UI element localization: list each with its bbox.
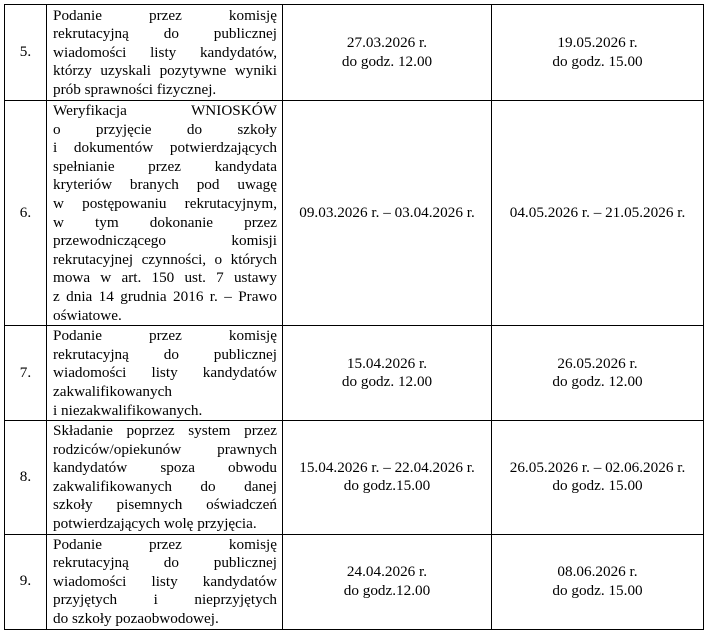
- table-row: [5, 421, 704, 535]
- description-line: przewodniczącego komisji: [53, 232, 277, 250]
- first-term-date: [283, 5, 492, 101]
- date-line: do godz. 12.00: [552, 373, 643, 391]
- row-number: 7.: [5, 326, 47, 421]
- table-row: [5, 326, 704, 421]
- date-line: 24.04.2026 r.: [346, 563, 428, 581]
- supplementary-term-date: [492, 421, 704, 535]
- table-row: [5, 534, 704, 629]
- description-line: rekrutacyjną do publicznej: [53, 25, 277, 43]
- stage-description: [47, 326, 283, 421]
- description-line: przyjętych i nieprzyjętych: [53, 591, 277, 609]
- description-line: wiadomości listy kandydatów: [53, 572, 277, 590]
- date-line: do godz. 12.00: [341, 373, 433, 391]
- date-line: 27.03.2026 r.: [346, 33, 428, 51]
- description-line: o przyjęcie do szkoły: [53, 120, 277, 138]
- description-line: Podanie przez komisję: [53, 535, 277, 553]
- description-line: Podanie przez komisję: [53, 327, 277, 345]
- description-line: prób sprawności fizycznej.: [53, 80, 217, 98]
- description-line: którzy uzyskali pozytywne wyniki: [53, 62, 277, 80]
- schedule-table: [4, 4, 704, 630]
- date-line: 19.05.2026 r.: [557, 33, 638, 51]
- description-line: oświatowe.: [53, 306, 122, 324]
- table-row: [5, 101, 704, 326]
- description-line: i dokumentów potwierdzających: [53, 139, 277, 157]
- description-line: Weryfikacja WNIOSKÓW: [53, 102, 277, 119]
- row-number: 8.: [5, 421, 47, 535]
- supplementary-term-date: [492, 101, 704, 326]
- description-line: kryteriów branych pod uwagę: [53, 176, 277, 194]
- date-line: 04.05.2026 r. – 21.05.2026 r.: [509, 203, 686, 221]
- date-line: do godz. 12.00: [341, 52, 433, 70]
- stage-description: [47, 534, 283, 629]
- description-line: zakwalifikowanych: [53, 382, 172, 400]
- table-row: [5, 5, 704, 101]
- date-line: do godz. 15.00: [552, 581, 643, 599]
- description-line: wiadomości listy kandydatów,: [53, 43, 277, 61]
- description-line: szkoły pisemnych oświadczeń: [53, 496, 277, 514]
- date-line: do godz.15.00: [343, 477, 431, 495]
- date-line: do godz. 15.00: [552, 52, 643, 70]
- first-term-date: [283, 326, 492, 421]
- description-line: rekrutacyjną do publicznej: [53, 345, 277, 363]
- description-line: spełnianie przez kandydata: [53, 157, 277, 175]
- description-line: w postępowaniu rekrutacyjnym,: [53, 194, 277, 212]
- date-line: do godz. 15.00: [552, 477, 643, 495]
- row-number: 5.: [5, 5, 47, 101]
- first-term-date: [283, 534, 492, 629]
- description-line: w tym dokonanie przez: [53, 213, 277, 231]
- description-line: zakwalifikowanych do danej: [53, 477, 277, 495]
- description-line: Składanie poprzez system przez: [53, 422, 277, 440]
- stage-description: [47, 101, 283, 326]
- description-line: do szkoły pozaobwodowej.: [53, 610, 219, 628]
- supplementary-term-date: [492, 534, 704, 629]
- first-term-date: [283, 101, 492, 326]
- date-line: do godz.12.00: [343, 581, 431, 599]
- description-line: z dnia 14 grudnia 2016 r. – Prawo: [53, 287, 277, 305]
- supplementary-term-date: [492, 326, 704, 421]
- description-line: Podanie przez komisję: [53, 6, 277, 24]
- date-line: 26.05.2026 r.: [557, 354, 638, 372]
- description-line: mowa w art. 150 ust. 7 ustawy: [53, 269, 277, 287]
- row-number: 9.: [5, 534, 47, 629]
- date-line: 08.06.2026 r.: [557, 563, 638, 581]
- stage-description: [47, 5, 283, 101]
- date-line: 15.04.2026 r. – 22.04.2026 r.: [299, 458, 475, 476]
- description-line: wiadomości listy kandydatów: [53, 364, 277, 382]
- description-line: i niezakwalifikowanych.: [53, 401, 203, 419]
- description-line: potwierdzających wolę przyjęcia.: [53, 515, 257, 533]
- date-line: 26.05.2026 r. – 02.06.2026 r.: [509, 458, 686, 476]
- description-line: kandydatów spoza obwodu: [53, 459, 277, 477]
- supplementary-term-date: [492, 5, 704, 101]
- row-number: 6.: [5, 101, 47, 326]
- date-line: 09.03.2026 r. – 03.04.2026 r.: [299, 203, 475, 221]
- date-line: 15.04.2026 r.: [346, 354, 428, 372]
- description-line: rekrutacyjną do publicznej: [53, 554, 277, 572]
- stage-description: [47, 421, 283, 535]
- description-line: rekrutacyjnej czynności, o których: [53, 250, 277, 268]
- description-line: rodziców/opiekunów prawnych: [53, 440, 277, 458]
- first-term-date: [283, 421, 492, 535]
